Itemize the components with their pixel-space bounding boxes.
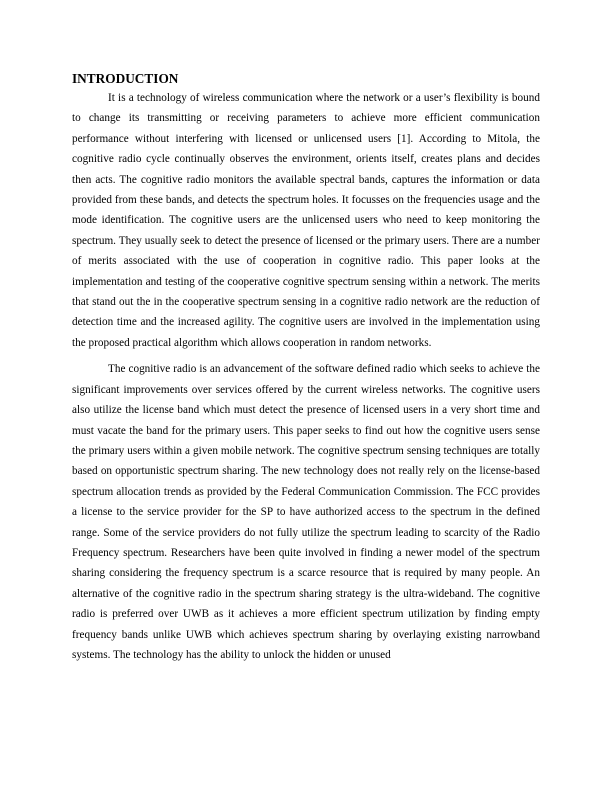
paragraph-2: The cognitive radio is an advancement of the software defined radio which seeks to achieve the significant improvements over services offered by the current wireless networks. The cognitive users also utilize the license band which must detect the presence of licensed users in a very short time and must vacate the band for the primary users. This paper seeks to find out how the cognitive users sense the primary users within a given mobile network. The cognitive spectrum sensing techniques are totally based on opportunistic spectrum sharing. The new technology does not really rely on the license-based spectrum allocation trends as provided by the Federal Communication Commission. The FCC provides a license to the service provider for the SP to have authorized access to the spectrum in the defined range. Some of the service providers do not fully utilize the spectrum leading to scarcity of the Radio Frequency spectrum. Researchers have been quite involved in finding a newer model of the spectrum sharing considering the frequency spectrum is a scarce resource that is required by many people. An alternative of the cognitive radio in the spectrum sharing strategy is the ultra-wideband. The cognitive radio is preferred over UWB as it achieves a more efficient spectrum utilization by finding empty frequency bands unlike UWB which achieves spectrum sharing by overlaying existing narrowband systems. The technology has the ability to unlock the hidden or unused	[72, 363, 540, 661]
document-body	[72, 70, 540, 665]
section-heading: INTRODUCTION	[72, 71, 179, 86]
paragraph-1: It is a technology of wireless communication where the network or a user’s flexibility is bound to change its transmitting or receiving parameters to achieve more efficient communication performance without interfering with licensed or unlicensed users [1]. According to Mitola, the cognitive radio cycle continually observes the environment, orients itself, creates plans and decides then acts. The cognitive radio monitors the available spectral bands, captures the information or data provided from these bands, and detects the spectrum holes. It focusses on the frequencies usage and the mode identification. The cognitive users are the unlicensed users who need to keep monitoring the spectrum. They usually seek to detect the presence of licensed or the primary users. There are a number of merits associated with the use of cooperation in cognitive radio. This paper looks at the implementation and testing of the cooperative cognitive spectrum sensing within a network. The merits that stand out the in the cooperative spectrum sensing in a cognitive radio network are the reduction of detection time and the increased agility. The cognitive users are involved in the implementation using the proposed practical algorithm which allows cooperation in random networks.	[72, 92, 540, 349]
